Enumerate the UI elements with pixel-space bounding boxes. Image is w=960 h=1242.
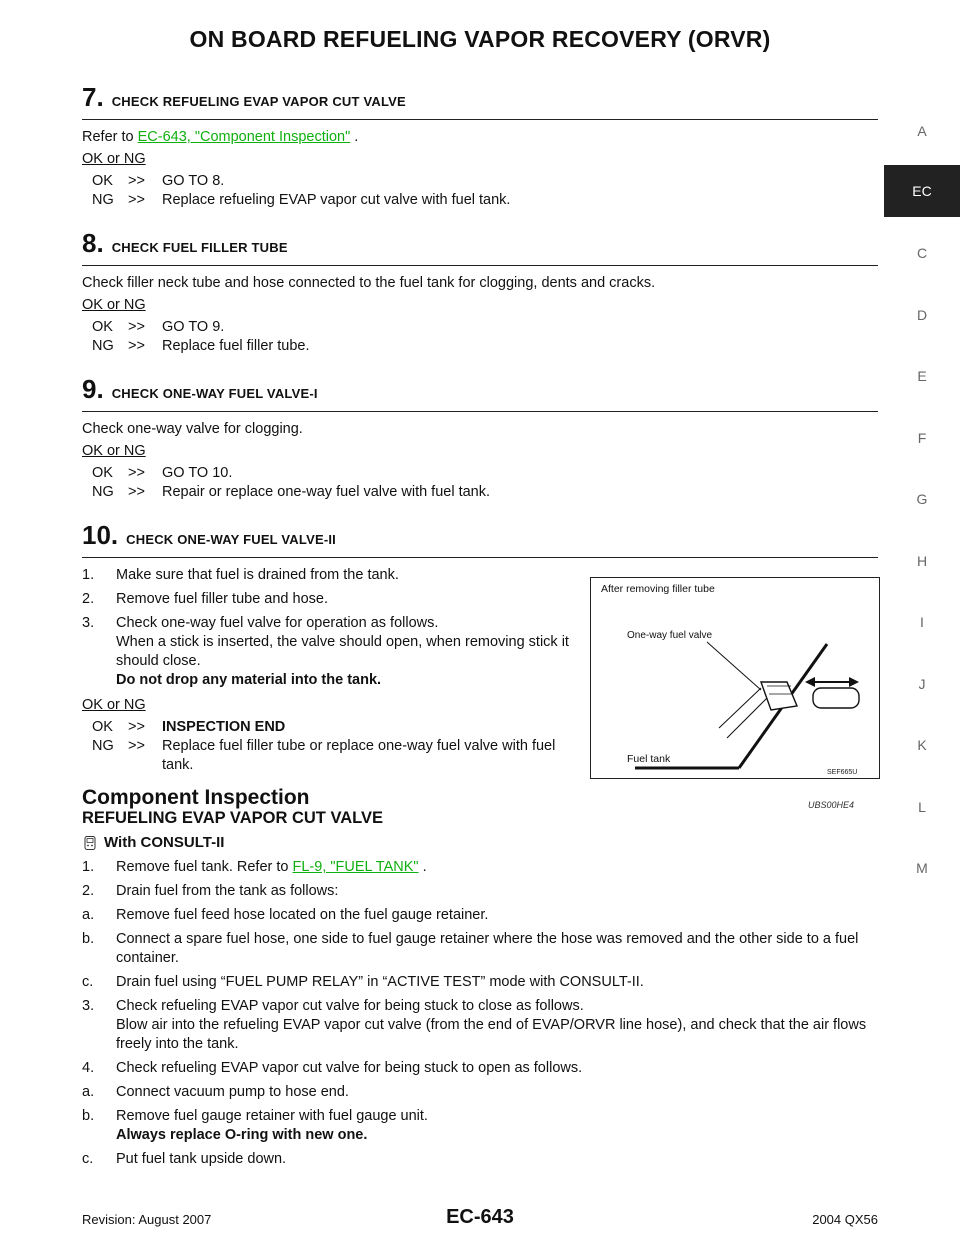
result-arrow: >> — [128, 338, 145, 354]
list-line: . — [418, 859, 427, 875]
step-number: 7. — [82, 82, 104, 112]
step-heading — [82, 374, 878, 412]
list-item — [82, 1107, 878, 1145]
model-text: 2004 QX56 — [812, 1212, 878, 1227]
list-text — [116, 858, 878, 877]
ok-or-ng-label: OK or NG — [82, 297, 146, 313]
component-inspection-link[interactable]: EC-643, "Component Inspection" — [137, 129, 351, 145]
stick-shape — [813, 688, 859, 708]
step-9 — [82, 374, 878, 502]
result-text: GO TO 8. — [162, 173, 225, 189]
result-ng — [82, 191, 878, 210]
section-index-sidebar — [884, 100, 960, 899]
ok-or-ng-label: OK or NG — [82, 443, 146, 459]
step-number: 10. — [82, 520, 119, 550]
sidebar-tab-d[interactable]: D — [916, 306, 928, 323]
list-text: Drain fuel from the tank as follows: — [116, 883, 339, 899]
caution-text: Do not drop any material into the tank. — [116, 672, 382, 688]
result-key: NG — [92, 192, 114, 208]
list-letter: a. — [82, 907, 95, 923]
list-letter: a. — [82, 1084, 95, 1100]
sidebar-tab-k[interactable]: K — [917, 737, 927, 754]
sidebar-tab-ec[interactable]: EC — [884, 165, 960, 217]
list-number: 3. — [82, 998, 95, 1014]
ok-or-ng-label: OK or NG — [82, 151, 146, 167]
list-item — [82, 566, 578, 585]
section-title: Component Inspection — [82, 786, 310, 809]
list-item — [82, 590, 578, 609]
arrow-left-head — [805, 677, 815, 687]
step-title: CHECK REFUELING EVAP VAPOR CUT VALVE — [111, 94, 406, 109]
diagram-label-tank: Fuel tank — [627, 753, 671, 765]
step-heading — [82, 82, 878, 120]
list-text: Connect a spare fuel hose, one side to fuel gauge retainer where the hose was removed and the other side to a fuel container. — [116, 931, 859, 966]
list-line: Check refueling EVAP vapor cut valve for being stuck to close as follows. — [116, 998, 584, 1014]
list-line: Blow air into the refueling EVAP vapor cut valve (from the end of EVAP/ORVR line hose), and check that the air flows freely into the tank. — [116, 1017, 867, 1052]
sidebar-tab-f[interactable]: F — [917, 429, 927, 446]
consult-heading — [82, 834, 224, 851]
step-number: 9. — [82, 374, 104, 404]
list-line: Remove fuel gauge retainer with fuel gauge unit. — [116, 1108, 428, 1124]
sidebar-tab-a[interactable]: A — [917, 122, 927, 139]
list-item — [82, 973, 878, 992]
sidebar-tab-m[interactable]: M — [916, 860, 928, 877]
arrow-right-head — [849, 677, 859, 687]
list-item — [82, 906, 878, 925]
list-text: Check refueling EVAP vapor cut valve for being stuck to open as follows. — [116, 1060, 583, 1076]
result-text: Replace fuel filler tube or replace one-way fuel valve with fuel tank. — [162, 738, 556, 773]
result-arrow: >> — [128, 192, 145, 208]
sidebar-tab-i[interactable]: I — [920, 614, 924, 631]
result-text: Replace fuel filler tube. — [162, 338, 310, 354]
result-arrow: >> — [128, 719, 145, 735]
step-body: Check filler neck tube and hose connected to the fuel tank for clogging, dents and cracks. — [82, 275, 656, 291]
list-letter: b. — [82, 931, 95, 947]
result-ok — [82, 464, 878, 483]
diagram-code: SEF665U — [827, 769, 858, 776]
result-ok — [82, 318, 878, 337]
sidebar-tab-l[interactable]: L — [918, 798, 926, 815]
list-line: Check one-way fuel valve for operation as follows. — [116, 615, 439, 631]
list-number: 4. — [82, 1060, 95, 1076]
result-text: GO TO 10. — [162, 465, 233, 481]
step-10-body — [82, 566, 578, 775]
sidebar-tab-j[interactable]: J — [918, 675, 926, 692]
list-item — [82, 614, 578, 690]
step-heading — [82, 228, 878, 266]
result-ok — [82, 172, 878, 191]
step-title: CHECK ONE-WAY FUEL VALVE-I — [111, 386, 318, 401]
list-text: Put fuel tank upside down. — [116, 1151, 287, 1167]
result-key: OK — [92, 173, 113, 189]
list-item — [82, 930, 878, 968]
sidebar-tab-h[interactable]: H — [916, 552, 928, 569]
list-text — [116, 614, 578, 690]
diagram-drawing — [591, 578, 879, 778]
result-key: NG — [92, 338, 114, 354]
consult-tool-icon — [82, 835, 98, 851]
result-text: Repair or replace one-way fuel valve with fuel tank. — [162, 484, 491, 500]
step-title: CHECK ONE-WAY FUEL VALVE-II — [126, 532, 336, 547]
list-letter: b. — [82, 1108, 95, 1124]
result-arrow: >> — [128, 173, 145, 189]
result-ng — [82, 483, 878, 502]
sidebar-tab-c[interactable]: C — [916, 245, 928, 262]
revision-text: Revision: August 2007 — [82, 1212, 212, 1227]
list-number: 2. — [82, 591, 95, 607]
list-number: 1. — [82, 859, 95, 875]
list-text: Drain fuel using “FUEL PUMP RELAY” in “ACTIVE TEST” mode with CONSULT-II. — [116, 974, 644, 990]
list-line: When a stick is inserted, the valve should open, when removing stick it should close. — [116, 634, 569, 669]
result-key: NG — [92, 738, 114, 754]
result-key: OK — [92, 465, 113, 481]
result-ng — [82, 737, 578, 775]
step-title: CHECK FUEL FILLER TUBE — [111, 240, 288, 255]
step-number: 8. — [82, 228, 104, 258]
list-text — [116, 997, 878, 1054]
list-item — [82, 858, 878, 877]
subsection-title: REFUELING EVAP VAPOR CUT VALVE — [82, 809, 384, 827]
result-key: OK — [92, 319, 113, 335]
inspection-procedure — [82, 858, 878, 1174]
diagram-label-valve: One-way fuel valve — [627, 630, 713, 641]
result-ng — [82, 337, 878, 356]
result-arrow: >> — [128, 738, 145, 754]
sidebar-tab-e[interactable]: E — [917, 368, 927, 385]
consult-label: With CONSULT-II — [104, 834, 225, 851]
result-ok — [82, 718, 578, 737]
list-letter: c. — [82, 974, 94, 990]
section-code: UBS00HE4 — [808, 800, 855, 810]
result-key: OK — [92, 719, 113, 735]
filler-tube-diagram — [590, 577, 880, 779]
list-item — [82, 1059, 878, 1078]
caution-text: Always replace O-ring with new one. — [116, 1127, 368, 1143]
list-text — [116, 1107, 878, 1145]
page-number: EC-643 — [446, 1206, 514, 1228]
list-number: 1. — [82, 567, 95, 583]
refer-text — [82, 128, 878, 147]
guide-line — [719, 688, 761, 728]
page-title: ON BOARD REFUELING VAPOR RECOVERY (ORVR) — [189, 26, 771, 52]
list-number: 2. — [82, 883, 95, 899]
result-text: GO TO 9. — [162, 319, 225, 335]
list-item — [82, 997, 878, 1054]
result-arrow: >> — [128, 465, 145, 481]
list-item — [82, 1150, 878, 1169]
list-text: Connect vacuum pump to hose end. — [116, 1084, 349, 1100]
ok-or-ng-label: OK or NG — [82, 697, 146, 713]
refer-prefix: Refer to — [82, 129, 138, 145]
refer-suffix: . — [350, 129, 359, 145]
list-item — [82, 1083, 878, 1102]
step-body: Check one-way valve for clogging. — [82, 421, 303, 437]
list-line: Remove fuel tank. Refer to — [116, 859, 293, 875]
result-arrow: >> — [128, 484, 145, 500]
result-arrow: >> — [128, 319, 145, 335]
step-8 — [82, 228, 878, 356]
guide-line — [727, 698, 767, 738]
sidebar-tab-g[interactable]: G — [916, 491, 928, 508]
step-7 — [82, 82, 878, 210]
diagram-label-top: After removing filler tube — [601, 583, 715, 595]
list-number: 3. — [82, 615, 95, 631]
list-text: Remove fuel filler tube and hose. — [116, 591, 328, 607]
list-text: Make sure that fuel is drained from the tank. — [116, 567, 399, 583]
result-key: NG — [92, 484, 114, 500]
step-heading — [82, 520, 878, 558]
list-letter: c. — [82, 1151, 94, 1167]
list-item — [82, 882, 878, 901]
result-text: INSPECTION END — [162, 719, 286, 735]
result-text: Replace refueling EVAP vapor cut valve with fuel tank. — [162, 192, 511, 208]
fuel-tank-link[interactable]: FL-9, "FUEL TANK" — [292, 859, 419, 875]
list-text: Remove fuel feed hose located on the fuel gauge retainer. — [116, 907, 489, 923]
leader-line — [707, 642, 761, 690]
